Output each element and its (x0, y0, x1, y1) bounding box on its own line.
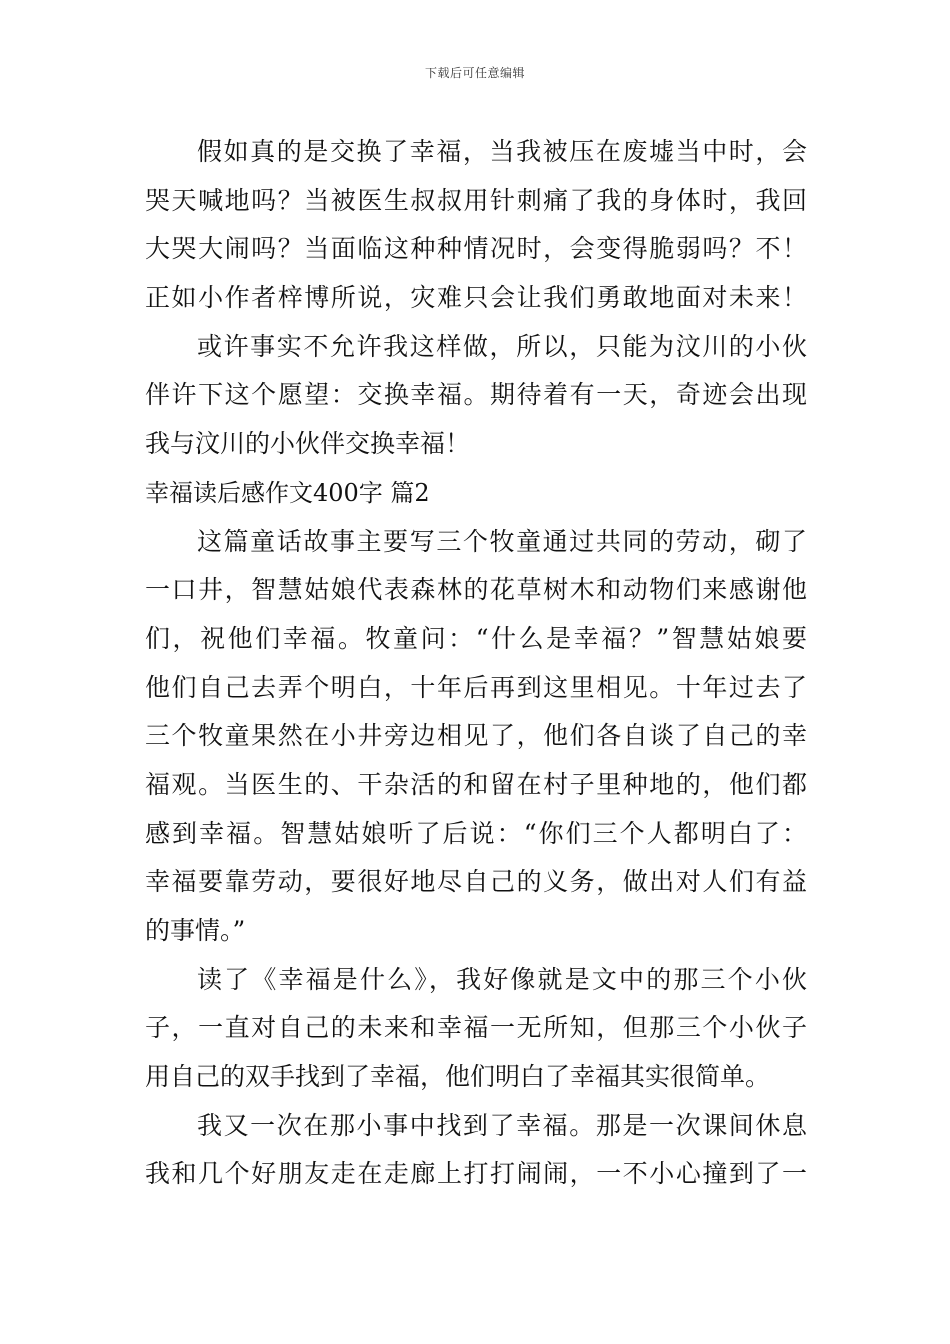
text-line: 一口井，智慧姑娘代表森林的花草树木和动物们来感谢他 (145, 575, 807, 605)
text-line: 我与汶川的小伙伴交换幸福！ (145, 429, 471, 459)
document-body (145, 128, 807, 1199)
paragraph (145, 128, 807, 323)
text-line: 假如真的是交换了幸福，当我被压在废墟当中时，会 (197, 137, 807, 166)
paragraph (145, 956, 807, 1102)
text-line: 大哭大闹吗？当面临这种种情况时，会变得脆弱吗？不！ (145, 234, 807, 264)
text-line: 子，一直对自己的未来和幸福一无所知，但那三个小伙子 (145, 1013, 807, 1043)
text-line: 这篇童话故事主要写三个牧童通过共同的劳动，砌了 (197, 526, 807, 556)
text-line: 或许事实不允许我这样做，所以，只能为汶川的小伙 (197, 331, 807, 361)
text-line: 正如小作者梓博所说，灾难只会让我们勇敢地面对未来！ (145, 283, 807, 313)
paragraph (145, 1102, 807, 1199)
paragraph (145, 518, 807, 956)
text-line: 用自己的双手找到了幸福，他们明白了幸福其实很简单。 (145, 1062, 771, 1092)
text-line: 的事情。” (145, 916, 246, 945)
text-line: 哭天喊地吗？当被医生叔叔用针刺痛了我的身体时，我回 (145, 185, 807, 215)
text-line: 幸福要靠劳动，要很好地尽自己的义务，做出对人们有益 (145, 867, 807, 897)
text-line: 福观。当医生的、干杂活的和留在村子里种地的，他们都 (145, 769, 807, 799)
paragraph (145, 323, 807, 469)
text-line: 们，祝他们幸福。牧童问：“什么是幸福？”智慧姑娘要 (145, 623, 807, 653)
text-line: 感到幸福。智慧姑娘听了后说：“你们三个人都明白了： (145, 818, 807, 848)
text-line: 他们自己去弄个明白，十年后再到这里相见。十年过去了 (145, 672, 807, 702)
text-line: 伴许下这个愿望：交换幸福。期待着有一天，奇迹会出现 (145, 380, 807, 410)
text-line: 我和几个好朋友走在走廊上打打闹闹，一不小心撞到了一 (145, 1159, 807, 1189)
text-line: 读了《幸福是什么》，我好像就是文中的那三个小伙 (197, 964, 807, 994)
section-heading: 幸福读后感作文400字 篇2 (145, 478, 430, 507)
text-line: 我又一次在那小事中找到了幸福。那是一次课间休息 (197, 1110, 807, 1140)
text-line: 三个牧童果然在小井旁边相见了，他们各自谈了自己的幸 (145, 721, 807, 751)
page-header: 下载后可任意编辑 (424, 66, 525, 80)
